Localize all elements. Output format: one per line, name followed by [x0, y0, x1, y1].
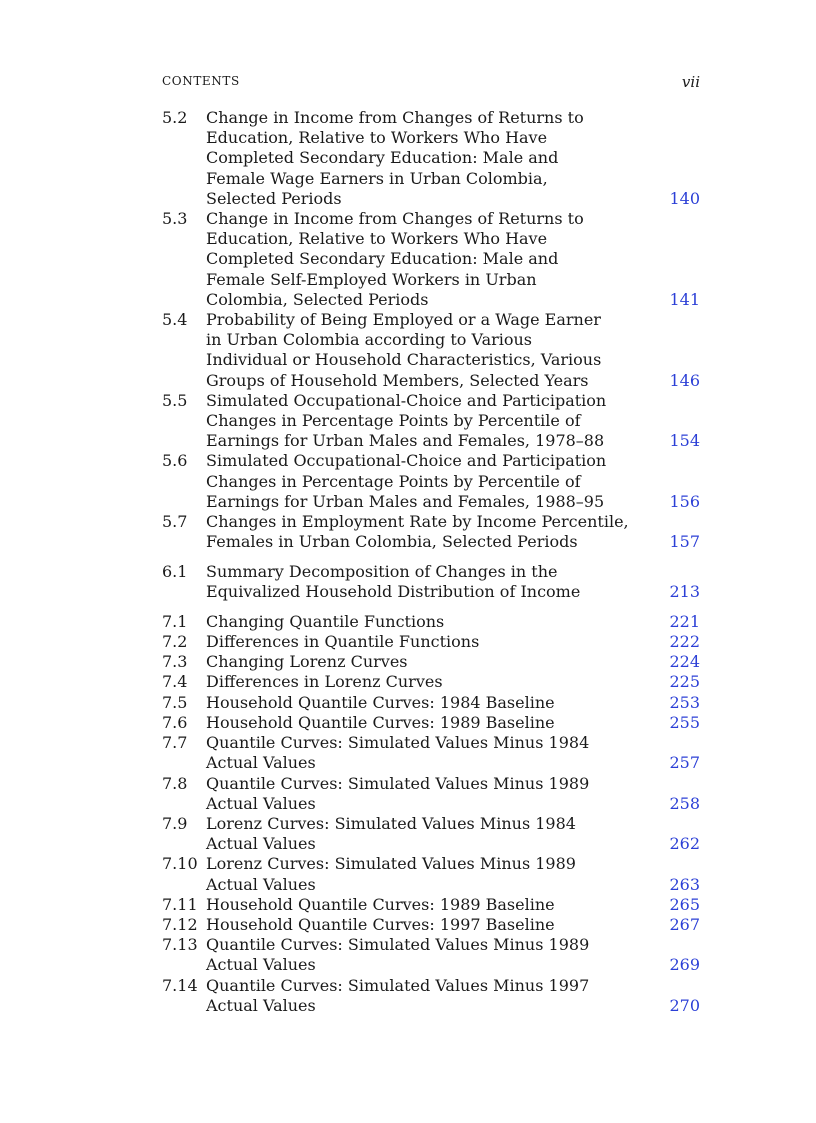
toc-entry [162, 612, 700, 632]
entry-title: Change in Income from Changes of Returns to Education, Relative to Workers Who Have Completed Secondary Education: Male and Female Self-Employed Workers in Urban Colombia, Selected Periods [206, 209, 584, 309]
entry-page-link[interactable]: 257 [669, 753, 700, 773]
entry-page-link[interactable]: 222 [669, 632, 700, 652]
entry-title: Household Quantile Curves: 1989 Baseline [206, 712, 555, 732]
toc-entry [162, 733, 700, 773]
entry-page-link[interactable]: 225 [669, 672, 700, 692]
entry-number: 7.2 [162, 632, 188, 652]
entry-number: 5.4 [162, 310, 188, 330]
running-head: CONTENTS [162, 74, 240, 88]
entry-title: Simulated Occupational-Choice and Participation Changes in Percentage Points by Percentile of Earnings for Urban Males and Females, 1978–88 [206, 390, 607, 451]
entry-page-link[interactable]: 262 [669, 834, 700, 854]
entry-title: Quantile Curves: Simulated Values Minus 1984 Actual Values [206, 733, 590, 773]
entry-page-link[interactable]: 270 [669, 995, 700, 1015]
toc-entry [162, 895, 700, 915]
toc-entry [162, 209, 700, 310]
entry-title: Household Quantile Curves: 1989 Baseline [206, 894, 555, 914]
entry-title: Changing Lorenz Curves [206, 652, 408, 672]
entry-number: 7.13 [162, 935, 198, 955]
entry-page-link[interactable]: 255 [669, 712, 700, 732]
entry-number: 7.3 [162, 652, 188, 672]
entry-title: Probability of Being Employed or a Wage Earner in Urban Colombia according to Various Individual or Household Characteristics, Various Groups of Household Members, Selected Years [206, 310, 602, 390]
entry-number: 7.6 [162, 712, 188, 732]
entry-title: Change in Income from Changes of Returns to Education, Relative to Workers Who Have Completed Secondary Education: Male and Female Wage Earners in Urban Colombia, Selected Periods [206, 108, 584, 208]
page-header [162, 74, 700, 94]
entry-number: 5.7 [162, 512, 188, 532]
entry-title: Differences in Quantile Functions [206, 632, 480, 652]
entry-page-link[interactable]: 140 [669, 188, 700, 208]
entry-number: 5.6 [162, 451, 188, 471]
toc-entry [162, 976, 700, 1016]
entry-number: 7.4 [162, 672, 188, 692]
entry-title: Simulated Occupational-Choice and Participation Changes in Percentage Points by Percentile of Earnings for Urban Males and Females, 1988–95 [206, 451, 607, 511]
entry-number: 7.11 [162, 894, 198, 914]
entry-title: Household Quantile Curves: 1997 Baseline [206, 914, 555, 934]
entry-page-link[interactable]: 154 [669, 431, 700, 451]
entry-page-link[interactable]: 269 [669, 955, 700, 975]
entry-number: 7.7 [162, 733, 188, 753]
entry-page-link[interactable]: 267 [669, 914, 700, 934]
entry-page-link[interactable]: 265 [669, 894, 700, 914]
toc-entry [162, 935, 700, 975]
entry-title: Household Quantile Curves: 1984 Baseline [206, 692, 555, 712]
toc-entry [162, 774, 700, 814]
entry-page-link[interactable]: 253 [669, 692, 700, 712]
entry-page-link[interactable]: 221 [669, 611, 700, 631]
toc-list [162, 108, 700, 1016]
entry-number: 5.5 [162, 390, 188, 410]
toc-entry [162, 562, 700, 602]
toc-entry [162, 814, 700, 854]
toc-entry [162, 512, 700, 552]
toc-entry [162, 632, 700, 652]
entry-title: Lorenz Curves: Simulated Values Minus 1984 Actual Values [206, 813, 576, 854]
entry-page-link[interactable]: 258 [669, 793, 700, 813]
entry-number: 6.1 [162, 561, 188, 581]
entry-number: 7.5 [162, 692, 188, 712]
toc-entry [162, 854, 700, 894]
toc-entry [162, 713, 700, 733]
entry-page-link[interactable]: 156 [669, 491, 700, 511]
entry-title: Summary Decomposition of Changes in the Equivalized Household Distribution of Income [206, 561, 581, 602]
entry-title: Lorenz Curves: Simulated Values Minus 1989 Actual Values [206, 854, 576, 894]
toc-entry [162, 391, 700, 452]
entry-title: Quantile Curves: Simulated Values Minus 1997 Actual Values [206, 975, 590, 1015]
entry-number: 7.9 [162, 813, 188, 833]
entry-number: 7.1 [162, 611, 188, 631]
entry-title: Changes in Employment Rate by Income Percentile, Females in Urban Colombia, Selected Periods [206, 512, 629, 552]
page-number: vii [681, 73, 700, 91]
entry-page-link[interactable]: 213 [669, 582, 700, 602]
entry-title: Quantile Curves: Simulated Values Minus 1989 Actual Values [206, 773, 590, 813]
entry-page-link[interactable]: 263 [669, 874, 700, 894]
entry-number: 5.3 [162, 209, 188, 229]
toc-entry [162, 451, 700, 512]
entry-page-link[interactable]: 157 [669, 532, 700, 552]
entry-number: 7.12 [162, 914, 198, 934]
entry-title: Quantile Curves: Simulated Values Minus 1989 Actual Values [206, 935, 590, 975]
entry-title: Differences in Lorenz Curves [206, 672, 443, 692]
entry-page-link[interactable]: 141 [669, 289, 700, 309]
entry-number: 7.8 [162, 773, 188, 793]
toc-entry [162, 693, 700, 713]
toc-entry [162, 310, 700, 391]
toc-entry [162, 108, 700, 209]
entry-number: 7.10 [162, 854, 198, 874]
entry-page-link[interactable]: 224 [669, 652, 700, 672]
entry-number: 5.2 [162, 108, 188, 127]
toc-entry [162, 652, 700, 672]
entry-page-link[interactable]: 146 [669, 370, 700, 390]
entry-number: 7.14 [162, 975, 198, 995]
entry-title: Changing Quantile Functions [206, 611, 445, 631]
toc-entry [162, 672, 700, 692]
toc-entry [162, 915, 700, 935]
